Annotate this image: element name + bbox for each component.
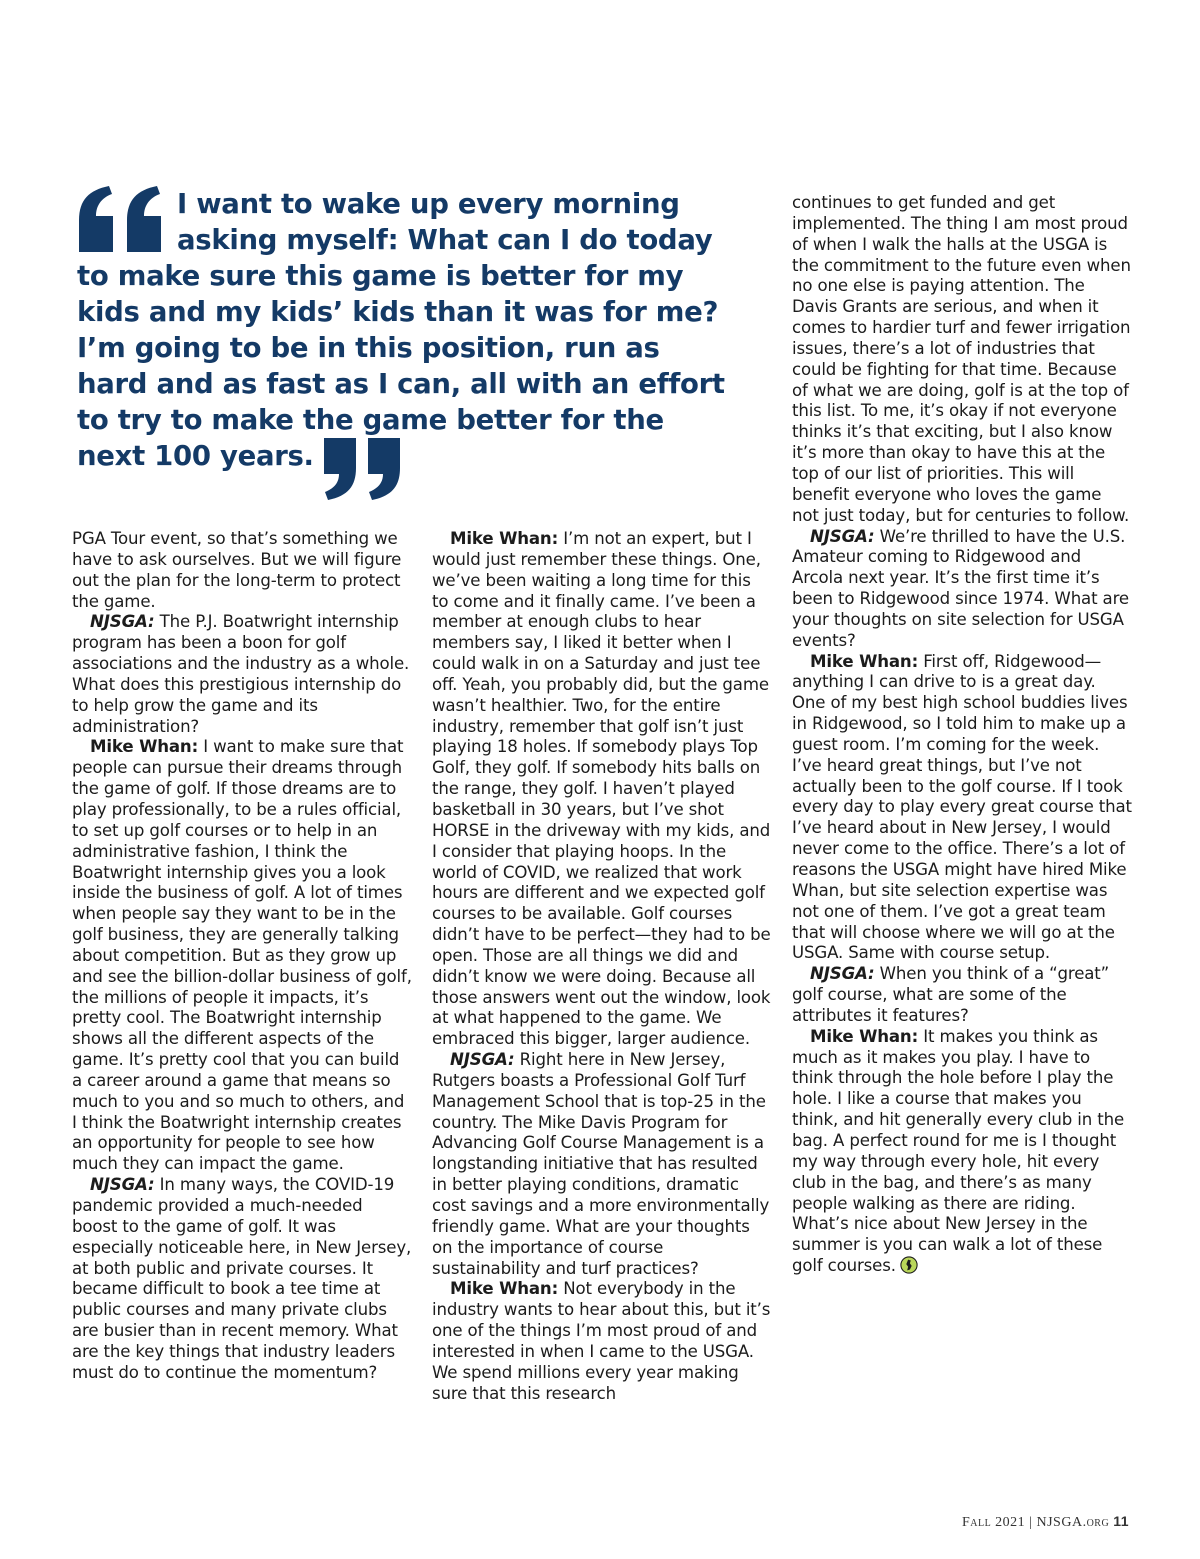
paragraph: NJSGA: We’re thrilled to have the U.S. Amateur coming to Ridgewood and Arcola next year. It’s the first time it’s been to Ridgewood since 1974. What are your thoughts on site selection for USGA events? (792, 526, 1129, 650)
article-column-1 (72, 529, 412, 1384)
paragraph: NJSGA: In many ways, the COVID-19 pandemic provided a much-needed boost to the game of golf. It was especially noticeable here, in New Jersey, at both public and private courses. It became difficult to book a tee time at public courses and many private clubs are busier than in recent memory. What are the key things that industry leaders must do to continue the momentum? (72, 1175, 412, 1382)
pull-quote (77, 186, 727, 500)
issue-label: Fall 2021 (961, 1515, 1026, 1530)
site-label: NJSGA.org (1036, 1515, 1110, 1530)
paragraph: NJSGA: Right here in New Jersey, Rutgers boasts a Professional Golf Turf Management School that is top-25 in the country. The Mike Davis Program for Advancing Golf Course Management is a longstanding initiative that has resulted in better playing conditions, dramatic cost savings and a more environmentally friendly game. What are your thoughts on the importance of course sustainability and turf practices? (432, 1050, 770, 1278)
speaker-njsga: NJSGA: (90, 612, 155, 632)
njsga-end-mark-icon (900, 1256, 918, 1274)
speaker-njsga: NJSGA: (450, 1050, 515, 1070)
page-footer (962, 1513, 1129, 1531)
speaker-mike-whan: Mike Whan: (90, 737, 199, 757)
article-column-2 (432, 529, 772, 1404)
pull-quote-text: I want to wake up every morning asking myself: What can I do today to make sure this game is better for my kids and my kids’ kids than it was for me? I’m going to be in this position, run as hard and as fast as I can, all with an effort to try to make the game better for the next 100 years. (77, 188, 725, 472)
paragraph: Mike Whan: It makes you think as much as it makes you play. I have to think through the hole before I play the hole. I like a course that makes you think, and hit generally every club in the bag. A perfect round for me is I thought my way through every hole, hit every club in the bag, and there’s as many people walking as there are riding. What’s nice about New Jersey in the summer is you can walk a lot of these golf courses. (792, 1026, 1125, 1276)
article-column-3 (792, 193, 1132, 1277)
paragraph: continues to get funded and get implemented. The thing I am most proud of when I walk the halls at the USGA is the commitment to the future even when no one else is paying attention. The Davis Grants are serious, and when it comes to hardier turf and fewer irrigation issues, there’s a lot of industries that could be fighting for that time. Because of what we are doing, golf is at the top of this list. To me, it’s okay if not everyone thinks it’s that exciting, but I also know it’s more than okay to have this at the top of our list of priorities. This will benefit everyone who loves the game not just today, but for centuries to follow. (792, 193, 1131, 525)
speaker-njsga: NJSGA: (90, 1175, 155, 1195)
close-quote-mark-icon (322, 438, 404, 500)
speaker-mike-whan: Mike Whan: (450, 529, 559, 548)
paragraph: Mike Whan: I’m not an expert, but I would just remember these things. One, we’ve been waiting a long time for this to come and it finally came. I’ve been a member at enough clubs to hear members say, I liked it better when I could walk in on a Saturday and just tee off. Yeah, you probably did, but the game wasn’t healthier. Two, for the entire industry, remember that golf isn’t just playing 18 holes. If somebody plays Top Golf, they golf. If somebody hits balls on the range, they golf. I haven’t played basketball in 30 years, but I’ve shot HORSE in the driveway with my kids, and I consider that playing hoops. In the world of COVID, we realized that work hours are different and we expected golf courses to be available. Golf courses didn’t have to be perfect—they had to be open. Those are all things we did and didn’t know we were doing. Because all those answers went out the window, look at what happened to the game. We embraced this bigger, larger audience. (432, 529, 771, 1049)
footer-separator: | (1025, 1515, 1037, 1530)
paragraph: NJSGA: The P.J. Boatwright internship program has been a boon for golf associations and the industry as a whole. What does this prestigious internship do to help grow the game and its administration? (72, 612, 410, 736)
paragraph: Mike Whan: Not everybody in the industry wants to hear about this, but it’s one of the things I’m most proud of and interested in when I came to the USGA. We spend millions every year making sure that this research (432, 1279, 771, 1403)
speaker-njsga: NJSGA: (810, 526, 875, 546)
paragraph: NJSGA: When you think of a “great” golf course, what are some of the attributes it features? (792, 964, 1110, 1025)
page-number: 11 (1113, 1513, 1129, 1529)
open-quote-mark-icon (77, 186, 169, 252)
speaker-njsga: NJSGA: (810, 964, 875, 984)
paragraph: Mike Whan: I want to make sure that people can pursue their dreams through the game of golf. If those dreams are to play professionally, to be a rules official, to set up golf courses or to help in an administrative fashion, I think the Boatwright internship gives you a look inside the business of golf. A lot of times when people say they want to be in the golf business, they are generally talking about competition. But as they grow up and see the billion-dollar business of golf, the millions of people it impacts, it’s pretty cool. The Boatwright internship shows all the different aspects of the game. It’s pretty cool that you can build a career around a game that means so much to you and so much to others, and I think the Boatwright internship creates an opportunity for people to see how much they can impact the game. (72, 737, 412, 1174)
speaker-mike-whan: Mike Whan: (450, 1279, 559, 1299)
speaker-mike-whan: Mike Whan: (810, 651, 919, 671)
paragraph: PGA Tour event, so that’s something we have to ask ourselves. But we will figure out the plan for the long-term to protect the game. (72, 529, 402, 611)
paragraph: Mike Whan: First off, Ridgewood—anything I can drive to is a great day. One of my best high school buddies lives in Ridgewood, so I told him to make up a guest room. I’m coming for the week. I’ve heard great things, but I’ve not actually been to the golf course. If I took every day to play every great course that I’ve heard about in New Jersey, I would never come to the office. There’s a lot of reasons the USGA might have hired Mike Whan, but site selection expertise was not one of them. I’ve got a great team that will choose where we will go at the USGA. Same with course setup. (792, 651, 1132, 963)
speaker-mike-whan: Mike Whan: (810, 1026, 919, 1046)
